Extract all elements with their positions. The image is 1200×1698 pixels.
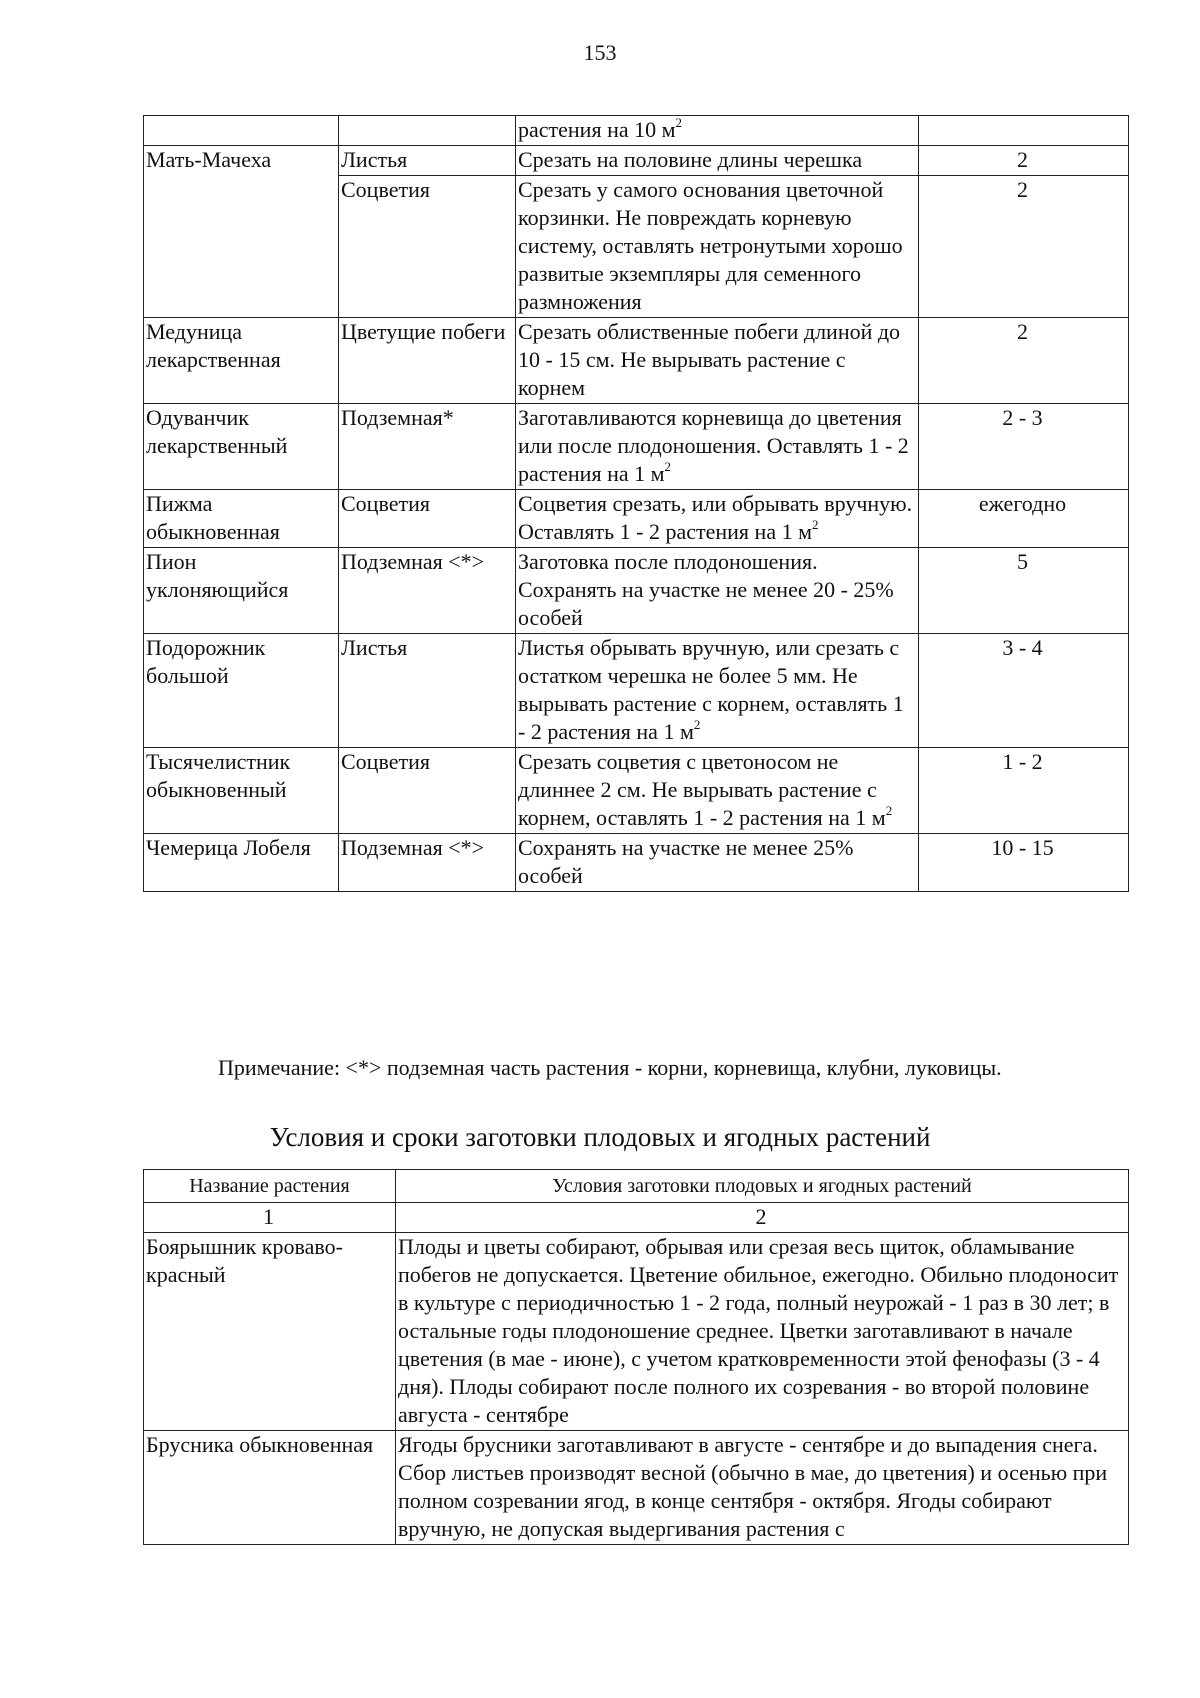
conditions-cell: Листья обрывать вручную, или срезать с остатком черешка не более 5 мм. Не вырывать растение с корнем, оставлять 1 - 2 растения на 1 $м^2$ <box>516 634 919 748</box>
conditions-cell: Заготовка после плодоношения. Сохранять на участке не менее 20 - 25% особей <box>516 548 919 634</box>
plant-name-cell: Брусника обыкновенная <box>144 1431 396 1545</box>
plant-part-cell: Подземная <*> <box>339 834 516 892</box>
conditions-cell: Срезать соцветия с цветоносом не длиннее 2 см. Не вырывать растение с корнем, оставлять 1 - 2 растения на 1 $м^2$ <box>516 748 919 834</box>
plant-name-cell: Тысячелистник обыкновенный <box>144 748 339 834</box>
plant-part-cell: Подземная* <box>339 404 516 490</box>
column-header-conditions: Условия заготовки плодовых и ягодных растений <box>396 1170 1129 1203</box>
table-row <box>144 404 1129 490</box>
plant-name-cell <box>144 116 339 146</box>
column-header-name: Название растения <box>144 1170 396 1203</box>
plant-part-cell: Листья <box>339 146 516 176</box>
column-number: 2 <box>396 1203 1129 1233</box>
table-row <box>144 834 1129 892</box>
plant-part-cell: Подземная <*> <box>339 548 516 634</box>
harvest-table-continued <box>143 115 1129 892</box>
table-row <box>144 1233 1129 1431</box>
conditions-cell: Сохранять на участке не менее 25% особей <box>516 834 919 892</box>
plant-name-cell: Мать-Мачеха <box>144 146 339 318</box>
table-row <box>144 490 1129 548</box>
period-cell: 3 - 4 <box>919 634 1129 748</box>
plant-part-cell: Соцветия <box>339 490 516 548</box>
conditions-cell: Соцветия срезать, или обрывать вручную. Оставлять 1 - 2 растения на 1 $м^2$ <box>516 490 919 548</box>
table-row <box>144 548 1129 634</box>
table-row <box>144 146 1129 176</box>
table-note: Примечание: <*> подземная часть растения - корни, корневища, клубни, луковицы. <box>218 1055 1002 1080</box>
conditions-cell: Срезать на половине длины черешка <box>516 146 919 176</box>
column-number-row <box>144 1203 1129 1233</box>
plant-name-cell: Одуванчик лекарственный <box>144 404 339 490</box>
plant-part-cell <box>339 116 516 146</box>
section-title: Условия и сроки заготовки плодовых и ягодных растений <box>269 1122 931 1152</box>
conditions-cell: Плоды и цветы собирают, обрывая или срезая весь щиток, обламывание побегов не допускается. Цветение обильное, ежегодно. Обильно плодоносит в культуре с периодичностью 1 - 2 года, полный неурожай - 1 раз в 30 лет; в остальные годы плодоношение среднее. Цветки заготавливают в начале цветения (в мае - июне), с учетом кратковременности этой фенофазы (3 - 4 дня). Плоды собирают после полного их созревания - во второй половине августа - сентябре <box>396 1233 1129 1431</box>
conditions-cell: Заготавливаются корневища до цветения или после плодоношения. Оставлять 1 - 2 растения на 1 $м^2$ <box>516 404 919 490</box>
period-cell: ежегодно <box>919 490 1129 548</box>
table-row <box>144 1431 1129 1545</box>
period-cell: 5 <box>919 548 1129 634</box>
fruit-berry-table <box>143 1169 1129 1545</box>
header-row <box>144 1170 1129 1203</box>
plant-name-cell: Чемерица Лобеля <box>144 834 339 892</box>
period-cell: 1 - 2 <box>919 748 1129 834</box>
plant-name-cell: Медуница лекарственная <box>144 318 339 404</box>
plant-part-cell: Соцветия <box>339 176 516 318</box>
plant-part-cell: Цветущие побеги <box>339 318 516 404</box>
page-number: 153 <box>583 40 617 65</box>
plant-name-cell: Пижма обыкновенная <box>144 490 339 548</box>
table-row <box>144 748 1129 834</box>
period-cell: 2 <box>919 318 1129 404</box>
period-cell: 10 - 15 <box>919 834 1129 892</box>
period-cell: 2 <box>919 146 1129 176</box>
plant-part-cell: Листья <box>339 634 516 748</box>
conditions-cell: Срезать у самого основания цветочной корзинки. Не повреждать корневую систему, оставлять нетронутыми хорошо развитые экземпляры для семенного размножения <box>516 176 919 318</box>
conditions-cell: Ягоды брусники заготавливают в августе - сентябре и до выпадения снега. Сбор листьев производят весной (обычно в мае, до цветения) и осенью при полном созревании ягод, в конце сентября - октября. Ягоды собирают вручную, не допуская выдергивания растения с <box>396 1431 1129 1545</box>
table-row <box>144 634 1129 748</box>
period-cell: 2 - 3 <box>919 404 1129 490</box>
plant-name-cell: Пион уклоняющийся <box>144 548 339 634</box>
plant-name-cell: Боярышник кроваво-красный <box>144 1233 396 1431</box>
table-row <box>144 318 1129 404</box>
period-cell <box>919 116 1129 146</box>
plant-name-cell: Подорожник большой <box>144 634 339 748</box>
column-number: 1 <box>144 1203 396 1233</box>
conditions-cell: растения на 10 $м^2$ <box>516 116 919 146</box>
conditions-cell: Срезать облиственные побеги длиной до 10 - 15 см. Не вырывать растение с корнем <box>516 318 919 404</box>
period-cell: 2 <box>919 176 1129 318</box>
table-row <box>144 116 1129 146</box>
plant-part-cell: Соцветия <box>339 748 516 834</box>
